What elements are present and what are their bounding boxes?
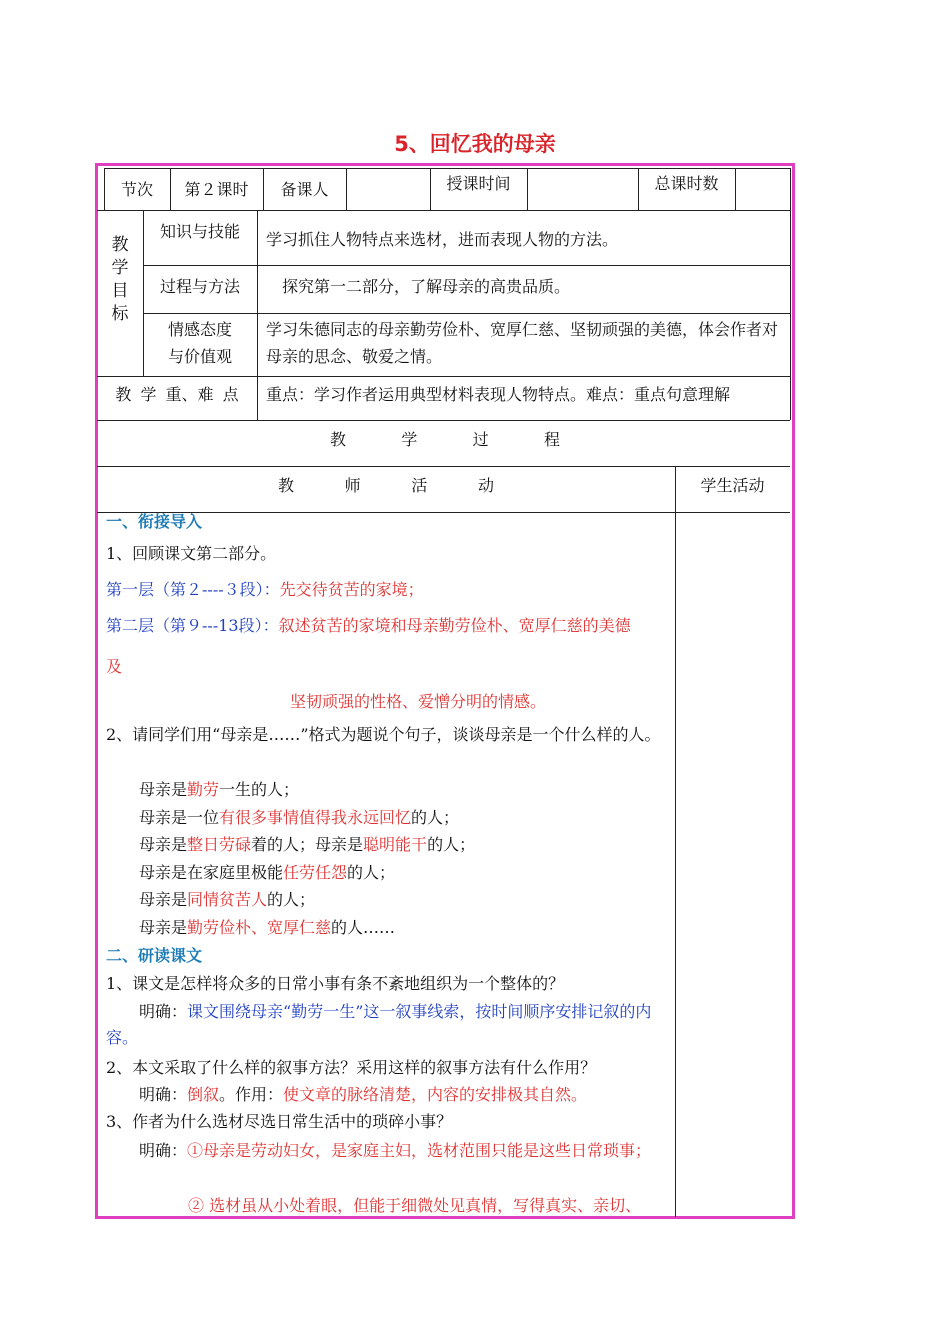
mother-line-5-c: 的人；: [267, 890, 316, 909]
teacher-header-char: 活: [411, 476, 428, 495]
grid-line: [527, 168, 528, 210]
grid-line: [104, 168, 790, 169]
goal-name-knowledge: 知识与技能: [159, 222, 240, 241]
mother-line-6-c: 的人……: [331, 918, 396, 937]
grid-line: [675, 466, 676, 1217]
teacher-header-char: 教: [278, 476, 295, 495]
s1-line-3: [106, 614, 631, 638]
mother-line-3: [139, 833, 475, 857]
mother-line-5-a: 母亲是: [139, 890, 188, 909]
process-header-char: 学: [401, 430, 418, 449]
grid-line: [143, 265, 790, 266]
s1-line-2-text: 先交待贫苦的家境；: [279, 580, 424, 599]
mother-line-2-b: 有很多事情值得我永远回忆: [219, 808, 412, 827]
mother-line-6-a: 母亲是: [139, 918, 188, 937]
answer-2-method: 倒叙: [187, 1085, 220, 1104]
goals-label-char: 学: [111, 258, 129, 278]
question-2: 2、本文采取了什么样的叙事方法？采用这样的叙事方法有什么作用？: [106, 1058, 597, 1077]
process-header-char: 过: [472, 430, 489, 449]
goal-text-process: 探究第一二部分，了解母亲的高贵品质。: [282, 277, 571, 296]
goals-label-char: 标: [111, 304, 129, 324]
mother-line-1: [139, 778, 299, 802]
header-time-label: 授课时间: [446, 174, 511, 193]
question-1: 1、课文是怎样将众多的日常小事有条不紊地组织为一个整体的？: [106, 974, 565, 993]
header-section-label: 节次: [120, 180, 153, 199]
s1-line-2: [106, 578, 424, 602]
s1-line-2-label: 第一层（第２----３段）：: [106, 580, 280, 599]
mother-line-6-b: 勤劳俭朴、宽厚仁慈: [187, 918, 332, 937]
teacher-activity-header: [278, 474, 494, 498]
mother-line-4-c: 的人；: [347, 863, 396, 882]
mother-line-4: [139, 861, 395, 885]
grid-line: [97, 210, 790, 211]
goal-name-emotion-l2: 与价值观: [167, 347, 232, 366]
mother-line-3-d: 聪明能干: [363, 835, 428, 854]
grid-line: [97, 420, 790, 421]
teacher-header-char: 师: [344, 476, 361, 495]
mother-line-3-e: 的人；: [427, 835, 476, 854]
mother-line-2-a: 母亲是一位: [139, 808, 220, 827]
goal-name-process: 过程与方法: [159, 277, 240, 296]
goal-name-emotion: [143, 316, 257, 370]
key-points-label: 教 学 重、难 点: [115, 385, 239, 404]
grid-line: [790, 168, 791, 420]
mother-line-5: [139, 888, 315, 912]
goals-label-char: 目: [111, 281, 129, 301]
student-activity-header: 学生活动: [700, 476, 765, 495]
mother-line-3-c: 着的人；母亲是: [251, 835, 364, 854]
grid-line: [97, 466, 790, 467]
section-2-title: 二、研读课文: [106, 946, 203, 965]
answer-2-label: 明确：: [139, 1085, 188, 1104]
s1-question-2: 2、请同学们用“母亲是……”格式为题说个句子，谈谈母亲是一个什么样的人。: [106, 725, 661, 744]
answer-2-effect: 使文章的脉络清楚，内容的安排极其自然。: [283, 1085, 588, 1104]
goal-text-knowledge: 学习抓住人物特点来选材，进而表现人物的方法。: [266, 230, 619, 249]
s1-line-5: 坚韧顽强的性格、爱憎分明的情感。: [290, 692, 547, 711]
answer-3-label: 明确：: [139, 1141, 188, 1160]
grid-line: [735, 168, 736, 210]
s1-line-3-text: 叙述贫苦的家境和母亲勤劳俭朴、宽厚仁慈的美德: [278, 616, 631, 635]
answer-1-text: 课文围绕母亲“勤劳一生”这一叙事线索，按时间顺序安排记叙的内容。: [106, 1002, 652, 1047]
s1-line-4: 及: [106, 657, 123, 676]
key-points-text: 重点：学习作者运用典型材料表现人物特点。难点：重点句意理解: [266, 385, 731, 404]
section-1-title: 一、衔接导入: [106, 512, 203, 531]
answer-3-point-2: ② 选材虽从小处着眼，但能于细微处见真情，写得真实、亲切、: [188, 1196, 642, 1215]
goal-text-emotion: 学习朱德同志的母亲勤劳俭朴、宽厚仁慈、坚韧顽强的美德，体会作者对母亲的思念、敬爱之情。: [266, 320, 779, 366]
mother-line-5-b: 同情贫苦人: [187, 890, 268, 909]
question-3: 3、作者为什么选材尽选日常生活中的琐碎小事？: [106, 1112, 453, 1131]
answer-2-effect-label: 。作用：: [219, 1085, 284, 1104]
mother-line-3-a: 母亲是: [139, 835, 188, 854]
s1-line-1: 1、回顾课文第二部分。: [106, 544, 277, 563]
grid-line: [143, 313, 790, 314]
mother-line-3-b: 整日劳碌: [187, 835, 252, 854]
header-preparer-label: 备课人: [280, 180, 329, 199]
mother-line-4-b: 任劳任怨: [283, 863, 348, 882]
mother-line-4-a: 母亲是在家庭里极能: [139, 863, 284, 882]
goals-label: [97, 234, 143, 326]
mother-line-6: [139, 916, 395, 940]
grid-line: [346, 168, 347, 210]
header-lesson-value: 第２课时: [184, 180, 249, 199]
answer-1-label: 明确：: [139, 1002, 188, 1021]
s1-line-3-label: 第二层（第９---13段）：: [106, 616, 279, 635]
mother-line-2: [139, 806, 459, 830]
teacher-header-char: 动: [477, 476, 494, 495]
mother-line-2-c: 的人；: [411, 808, 460, 827]
answer-1: [106, 999, 668, 1051]
mother-line-1-a: 母亲是: [139, 780, 188, 799]
page-title: 5、回忆我的母亲: [394, 132, 556, 156]
grid-line: [97, 376, 790, 377]
mother-line-1-c: 一生的人；: [219, 780, 300, 799]
header-total-label: 总课时数: [654, 174, 719, 193]
process-header: [330, 428, 560, 452]
grid-line: [257, 210, 258, 420]
answer-3-point-1: ①母亲是劳动妇女，是家庭主妇，选材范围只能是这些日常琐事；: [187, 1141, 652, 1160]
goal-name-emotion-l1: 情感态度: [167, 320, 232, 339]
answer-3: [106, 1138, 668, 1164]
process-header-char: 教: [330, 430, 347, 449]
process-header-char: 程: [543, 430, 560, 449]
mother-line-1-b: 勤劳: [187, 780, 220, 799]
answer-2: [139, 1083, 587, 1107]
goals-label-char: 教: [111, 235, 129, 255]
